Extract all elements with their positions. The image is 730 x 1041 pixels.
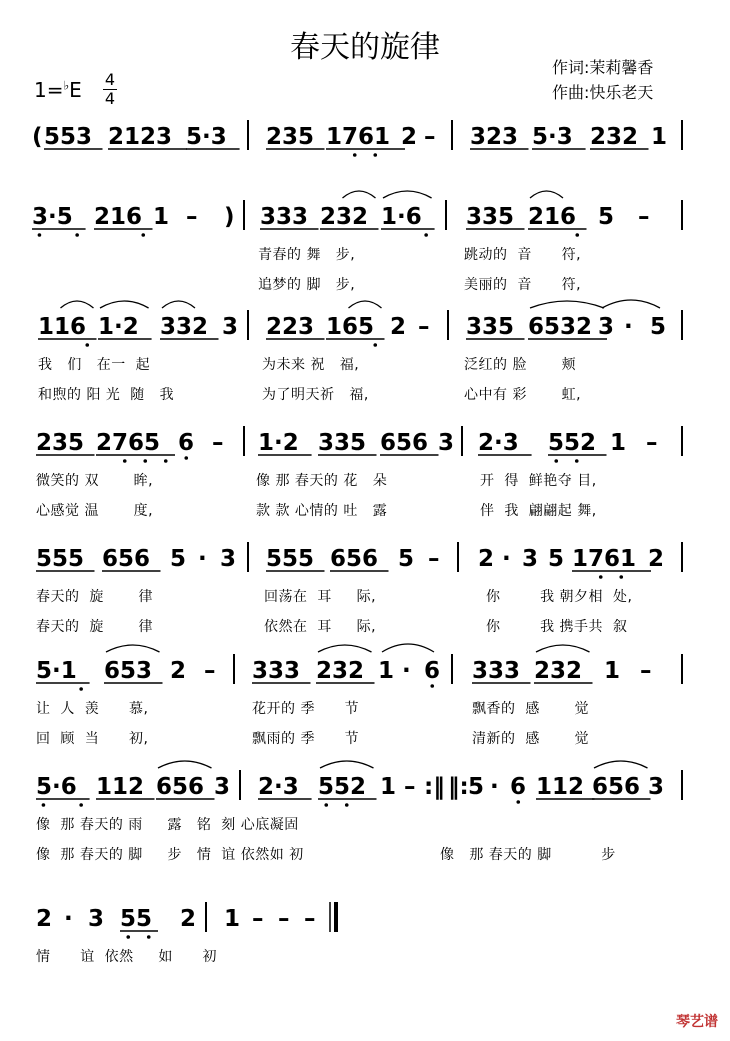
octave-dot	[42, 803, 46, 807]
note-group: 3	[222, 314, 239, 340]
note-group: 3	[522, 546, 539, 572]
octave-dot	[373, 153, 377, 157]
lyric-line: 微笑的 双 眸,	[36, 473, 154, 489]
octave-dot	[575, 233, 579, 237]
key-flat: ♭	[63, 78, 70, 93]
note-group: 3	[598, 314, 615, 340]
note-group: 335	[466, 314, 515, 340]
note-group: ·	[402, 658, 411, 684]
note-group: 1	[651, 124, 668, 150]
octave-dot	[430, 684, 434, 688]
lyric-line: 追梦的 脚 步,	[258, 277, 356, 293]
score-row-8	[0, 900, 730, 934]
slur-arc	[530, 301, 604, 308]
note-group: )	[224, 204, 235, 230]
note-group: 3	[220, 546, 237, 572]
note-group: 1761	[326, 124, 391, 150]
note-group: 335	[466, 204, 515, 230]
note-group: 235	[266, 124, 315, 150]
octave-dot	[38, 233, 42, 237]
note-group: 5	[548, 546, 565, 572]
note-group: 2	[180, 906, 197, 932]
key-prefix: 1=	[34, 78, 64, 102]
note-group: 552	[548, 430, 597, 456]
note-group: 5·1	[36, 658, 77, 684]
slur-arc	[594, 761, 648, 768]
lyric-line: 回 顾 当 初,	[36, 731, 149, 747]
lyric-line: 清新的 感 觉	[472, 731, 590, 747]
note-group: 5	[170, 546, 187, 572]
lyric-line: 让 人 羡 慕,	[36, 701, 149, 717]
note-group: 1761	[572, 546, 637, 572]
note-group: 656	[592, 774, 641, 800]
note-group: –	[278, 906, 290, 932]
octave-dot	[123, 459, 127, 463]
note-group: 332	[160, 314, 209, 340]
lyric-line: 飘雨的 季 节	[252, 731, 360, 747]
note-group: 3	[648, 774, 665, 800]
note-group: 216	[528, 204, 577, 230]
note-group: 2	[36, 906, 53, 932]
note-group: 232	[534, 658, 583, 684]
octave-dot	[353, 153, 357, 157]
octave-dot	[164, 459, 168, 463]
note-group: –	[424, 124, 436, 150]
lyric-line: 花开的 季 节	[252, 701, 360, 717]
slur-arc	[320, 761, 374, 768]
note-group: –	[304, 906, 316, 932]
slur-arc	[61, 301, 94, 308]
octave-dot	[619, 575, 623, 579]
lyric-line: 春天的 旋 律	[36, 589, 154, 605]
note-group: 1	[604, 658, 621, 684]
note-group: 2	[648, 546, 665, 572]
octave-dot	[345, 803, 349, 807]
octave-dot	[424, 233, 428, 237]
note-group: 5·3	[186, 124, 227, 150]
slur-arc	[318, 645, 372, 652]
score-row-6	[0, 652, 730, 686]
lyric-line: 心感觉 温 度,	[36, 503, 154, 519]
lyric-line: 飘香的 感 觉	[472, 701, 590, 717]
note-group: ·	[198, 546, 207, 572]
note-group: 1	[380, 774, 397, 800]
lyric-line: 像 那 春天的 脚 步	[440, 847, 616, 863]
octave-dot	[184, 456, 188, 460]
note-group: 3	[214, 774, 231, 800]
slur-arc	[536, 645, 590, 652]
note-group: 1	[378, 658, 395, 684]
lyric-line: 美丽的 音 符,	[464, 277, 582, 293]
note-group: 656	[102, 546, 151, 572]
note-group: 3·5	[32, 204, 73, 230]
lyric-line: 像 那 春天的 雨 露 铭 刻 心底凝固	[36, 817, 299, 833]
note-group: 2	[390, 314, 407, 340]
note-group: ·	[624, 314, 633, 340]
note-group: 2·3	[478, 430, 519, 456]
note-group: 555	[266, 546, 315, 572]
lyric-line: 伴 我 翩翩起 舞,	[480, 503, 597, 519]
octave-dot	[141, 233, 145, 237]
note-group: 323	[470, 124, 519, 150]
note-group: 5	[650, 314, 667, 340]
lyric-line: 跳动的 音 符,	[464, 247, 582, 263]
note-group: 216	[94, 204, 143, 230]
note-group: –	[646, 430, 658, 456]
lyric-line: 回荡在 耳 际,	[264, 589, 377, 605]
score-row-2	[0, 198, 730, 232]
note-group: 2	[401, 124, 418, 150]
note-group: 232	[316, 658, 365, 684]
note-group: 3	[88, 906, 105, 932]
note-group: 555	[36, 546, 85, 572]
octave-dot	[85, 343, 89, 347]
note-group: 5	[598, 204, 615, 230]
note-group: 3	[438, 430, 455, 456]
slur-arc	[343, 191, 376, 198]
note-group: 1·2	[98, 314, 139, 340]
slur-arc	[158, 761, 212, 768]
note-group: 1	[610, 430, 627, 456]
score-row-5	[0, 540, 730, 574]
note-group: 2	[170, 658, 187, 684]
octave-dot	[324, 803, 328, 807]
note-group: –	[252, 906, 264, 932]
note-group: ·	[64, 906, 73, 932]
score-row-1	[0, 118, 730, 152]
lyric-line: 情 谊 依然 如 初	[36, 949, 218, 965]
note-group: 553	[44, 124, 93, 150]
note-group: –	[186, 204, 198, 230]
note-group: 232	[590, 124, 639, 150]
octave-dot	[516, 800, 520, 804]
octave-dot	[75, 233, 79, 237]
octave-dot	[554, 459, 558, 463]
note-group: 2·3	[258, 774, 299, 800]
note-group: 223	[266, 314, 315, 340]
octave-dot	[79, 687, 83, 691]
note-group: 232	[320, 204, 369, 230]
lyric-line: 款 款 心情的 吐 露	[256, 503, 388, 519]
lyric-line: 像 那 春天的 脚 步 情 谊 依然如 初	[36, 847, 304, 863]
lyric-line: 你 我 朝夕相 处,	[486, 589, 633, 605]
slur-arc	[349, 301, 382, 308]
note-group: 333	[260, 204, 309, 230]
composer-credit: 作曲:快乐老天	[552, 83, 654, 102]
lyric-line: 春天的 旋 律	[36, 619, 154, 635]
lyric-line: 为未来 祝 福,	[262, 357, 360, 373]
note-group: 656	[380, 430, 429, 456]
note-group: 6	[510, 774, 527, 800]
octave-dot	[575, 459, 579, 463]
watermark-logo: 琴艺谱	[676, 1014, 718, 1030]
octave-dot	[79, 803, 83, 807]
slur-arc	[162, 301, 195, 308]
note-group: –	[638, 204, 650, 230]
score-row-7	[0, 768, 730, 802]
note-group: 112	[96, 774, 145, 800]
note-group: 5	[468, 774, 485, 800]
song-title: 春天的旋律	[290, 30, 440, 65]
note-group: 333	[472, 658, 521, 684]
note-group: 2765	[96, 430, 161, 456]
note-group: 2	[478, 546, 495, 572]
repeat-sign: :‖	[424, 774, 445, 800]
slur-arc	[383, 191, 432, 198]
note-group: 6	[424, 658, 441, 684]
slur-arc	[106, 645, 160, 652]
note-group: 235	[36, 430, 85, 456]
note-group: 653	[104, 658, 153, 684]
note-group: 1·6	[381, 204, 422, 230]
lyric-line: 依然在 耳 际,	[264, 619, 377, 635]
lyric-line: 像 那 春天的 花 朵	[256, 473, 388, 489]
note-group: –	[640, 658, 652, 684]
note-group: –	[418, 314, 430, 340]
note-group: 552	[318, 774, 367, 800]
slur-arc	[100, 301, 149, 308]
note-group: 656	[330, 546, 379, 572]
score-row-4	[0, 424, 730, 458]
time-top: 4	[104, 70, 116, 89]
lyric-line: 和煦的 阳 光 随 我	[38, 387, 175, 403]
lyric-line: 青春的 舞 步,	[258, 247, 356, 263]
note-group: 165	[326, 314, 375, 340]
note-group: 335	[318, 430, 367, 456]
note-group: –	[212, 430, 224, 456]
time-signature	[103, 72, 117, 107]
note-group: 112	[536, 774, 585, 800]
lyric-line: 泛红的 脸 颊	[464, 357, 577, 373]
note-group: 5·3	[532, 124, 573, 150]
note-group: 6	[178, 430, 195, 456]
note-group: 1	[224, 906, 241, 932]
note-group: 333	[252, 658, 301, 684]
lyric-line: 开 得 鲜艳夺 目,	[480, 473, 597, 489]
note-group: ·	[502, 546, 511, 572]
note-group: 6532	[528, 314, 593, 340]
note-group: –	[428, 546, 440, 572]
note-group: 2123	[108, 124, 173, 150]
key-note: E	[69, 78, 82, 102]
note-group: (	[32, 124, 43, 150]
note-group: 656	[156, 774, 205, 800]
note-group: 5·6	[36, 774, 77, 800]
note-group: 116	[38, 314, 87, 340]
key-signature	[34, 78, 82, 102]
slur-arc	[530, 191, 563, 198]
lyric-line: 为了明天祈 福,	[262, 387, 369, 403]
note-group: 1·2	[258, 430, 299, 456]
note-group: 1	[153, 204, 170, 230]
note-group: –	[204, 658, 216, 684]
note-group: 55	[120, 906, 153, 932]
octave-dot	[143, 459, 147, 463]
repeat-sign: ‖:	[448, 774, 469, 800]
octave-dot	[599, 575, 603, 579]
octave-dot	[373, 343, 377, 347]
note-group: –	[404, 774, 416, 800]
octave-dot	[147, 935, 151, 939]
tie-arc	[382, 644, 434, 652]
tie-arc	[602, 300, 660, 308]
octave-dot	[126, 935, 130, 939]
lyric-line: 你 我 携手共 叙	[486, 619, 628, 635]
lyric-line: 心中有 彩 虹,	[464, 387, 582, 403]
note-group: 5	[398, 546, 415, 572]
time-bottom: 4	[104, 89, 116, 108]
note-group: ·	[490, 774, 499, 800]
lyricist-credit: 作词:茉莉馨香	[552, 58, 654, 77]
lyric-line: 我 们 在一 起	[38, 357, 151, 373]
score-row-3	[0, 308, 730, 342]
